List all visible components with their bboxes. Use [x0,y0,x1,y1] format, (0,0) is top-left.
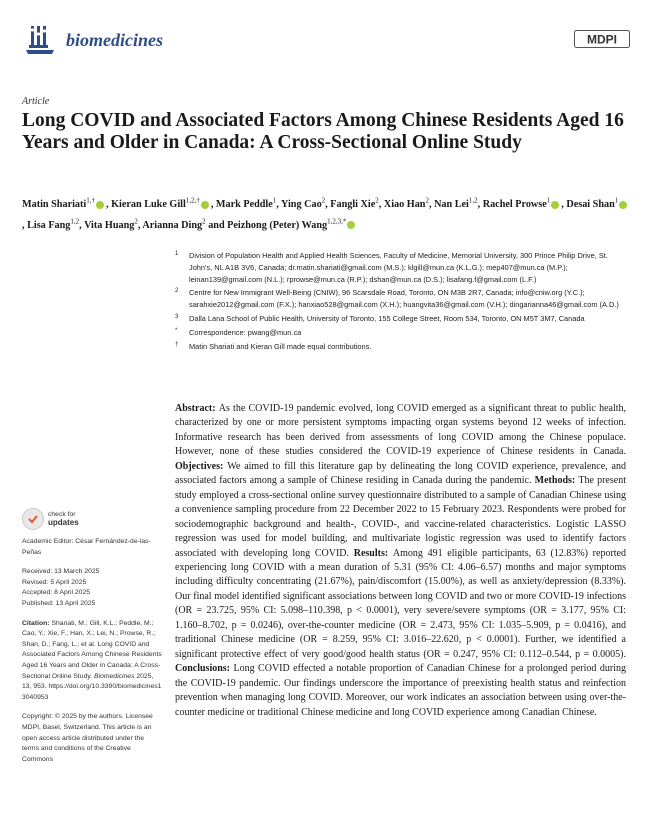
author-affiliation-marker: 1,2,† [185,197,200,205]
affiliation-text: Correspondence: pwang@mun.ca [189,327,302,337]
abstract-label: Abstract: [175,403,219,414]
citation-volume: 2025, 13, 953. [22,672,154,691]
author-separator: , [378,199,384,211]
author-affiliation-marker: 1 [614,197,619,205]
author-separator: , [428,199,435,211]
author-name: Lisa Fang [27,219,71,231]
author [483,199,567,210]
author-separator: , [106,199,112,211]
orcid-icon[interactable] [619,201,627,209]
mdpi-logo [574,30,630,48]
author-affiliation-marker: 2 [202,217,206,226]
copyright-text: Copyright: © 2025 by the authors. Licensee MDPI, Basel, Switzerland. This article is an open access article distributed under the terms and conditions of the Creative Commons [22,713,153,763]
affiliation-marker: 2 [175,288,179,295]
affiliation-marker: 1 [175,251,179,257]
author-separator: , [22,219,28,231]
author [142,217,228,231]
abstract-objectives: We aimed to fill this literature gap by delineating the long COVID experience, prevalence, and associated factors among a sample of Chinese residing in Canada during the pandemic. [175,460,626,487]
affiliation-item [175,287,625,311]
orcid-icon[interactable] [96,201,104,209]
author [27,217,85,231]
author [227,217,357,231]
author-name: Fangli Xie [330,199,376,211]
author [216,199,281,210]
check-updates-line1: check for [48,511,76,518]
author-affiliation-marker: 1,2,3,* [327,217,347,226]
citation-journal: Biomedicines [94,672,135,680]
check-updates-line2: updates [48,518,79,527]
author-affiliation-marker: 2 [134,217,138,226]
abstract-methods: The present study employed a cross-sectional online survey questionnaire distributed to a sample of Canadian Chinese using a convenience sampling procedure from 22 December 2022 to 15 February 2023. Respondents were probed for sociodemographic background and health-, COVID-, and vaccine-related characteristics. Logistic LASSO regression was used for model building, and multivariate logistic regression was used to identify factors associated with developing long COVID. [175,475,626,559]
date-received: Received: 13 March 2025 [22,568,100,576]
orcid-icon[interactable] [347,221,355,229]
author [330,199,384,210]
author-affiliation-marker: 1,† [86,197,95,205]
abstract [175,402,626,720]
author [281,199,330,210]
article-title: Long COVID and Associated Factors Among Chinese Residents Aged 16 Years and Older in Canada: A Cross-Sectional Online Study [22,110,624,153]
methods-label: Methods: [534,475,579,487]
mdpi-wordmark: MDPI [587,32,617,47]
affiliation-text: Division of Population Health and Applied Health Sciences, Faculty of Medicine, Memorial University, 300 Prince Philip Drive, St. John's, NL A1B 3V6, Canada; dr.matin.shariati@gmail.com (M.S.); klgill@mun.ca (K.L.G.); mep407@mun.ca (M.P.); leinan139@gmail.com (N.L.); rprowse@mun.ca (R.P.); dshan@mun.ca (D.S.); lisafang.f@gmail.com (L.F.) [189,251,608,284]
author-separator: , [477,199,483,211]
author [434,199,483,210]
author-name: Desai Shan [566,199,615,211]
author-affiliation-marker: 2 [425,197,429,205]
author-name: Xiao Han [383,199,426,211]
author-affiliation-marker: 1 [546,197,551,205]
affiliation-item [175,341,625,353]
author-affiliation-marker: 2 [375,197,379,205]
check-for-updates-button[interactable] [22,508,92,530]
conclusions-label: Conclusions: [175,663,234,675]
affiliation-item [175,250,625,285]
check-updates-icon [22,508,44,530]
author [111,199,216,210]
author-name: Nan Lei [434,199,469,211]
abstract-conclusions: Long COVID effected a notable proportion of Canadian Chinese for a prolonged period during the COVID-19 pandemic. Our findings underscore the importance of preexisting health status and reinfection prevention when managing long COVID. Moreover, our work indicates an association between using over-the-counter medicine or traditional Chinese medicine and long COVID experience among Canadian Chinese. [175,663,626,718]
abstract-intro: As the COVID-19 pandemic evolved, long COVID emerged as a significant threat to public health, characterized by one or more persistent symptoms impacting organ systems beyond 12 weeks of infection. Informative research has been derived from assessments of long COVID among the Chinese populace. However, none of these studies considered the COVID-19 experience of Chinese residents in Canada. [175,403,626,458]
author-separator: , [79,219,85,231]
author-name: Matin Shariati [22,199,87,211]
author-name: Ying Cao [281,199,322,211]
affiliation-marker: † [175,341,179,348]
author-affiliation-marker: 1,2 [70,217,80,226]
affiliation-item [175,313,625,325]
author-name: Peizhong (Peter) Wang [227,219,328,231]
author-separator: and [205,219,228,231]
date-revised: Revised: 5 April 2025 [22,578,87,586]
citation-label: Citation: [22,619,50,627]
affiliation-marker: * [175,327,178,334]
author [384,199,434,210]
affiliation-text: Dalla Lana School of Public Health, University of Toronto, 155 College Street, Room 534, Toronto, ON M5T 3M7, Canada [189,313,585,323]
citation [22,619,162,704]
affiliation-text: Centre for New Immigrant Well-Being (CNIW), 96 Scarsdale Road, Toronto, ON M3B 2R7, Canada; info@cniw.org (Y.C.); sarahxie2012@gmail.com (F.X.); hanxiao528@gmail.com (X.H.); huangvita36@gmail.com (V.H.); dingarianna46@gmail.com (A.D.) [189,288,619,310]
article-sidebar [22,537,162,765]
date-published: Published: 13 April 2025 [22,599,96,607]
orcid-icon[interactable] [201,201,209,209]
author-affiliation-marker: 1,2 [468,197,478,205]
author-separator: , [325,199,331,211]
doi-link[interactable]: https://doi.org/10.3390/biomedicines13040953 [22,683,162,701]
article-type: Article [22,96,50,107]
author [22,199,111,210]
author-name: Vita Huang [84,219,135,231]
academic-editor: Academic Editor: César Fernández-de-las-Peñas [22,538,151,556]
author [84,217,143,231]
citation-text: Shariati, M.; Gill, K.L.; Peddle, M.; Cao, Y.; Xie, F.; Han, X.; Lei, N.; Prowse, R.; Shan, D.; Fang, L.; et al. Long COVID and Associated Factors Among Chinese Residents Aged 16 Years and Older in Canada: A Cross-Sectional Online Study. [22,619,162,680]
author-name: Arianna Ding [142,219,203,231]
affiliation-text: Matin Shariati and Kieran Gill made equal contributions. [189,341,372,351]
affiliation-list [175,250,625,354]
journal-logo-icon [22,24,58,56]
copyright-notice [22,712,162,765]
affiliation-item [175,327,625,339]
author-separator: , [137,219,143,231]
journal-name: biomedicines [66,30,163,50]
author-list [22,193,632,234]
author-name: Kieran Luke Gill [111,199,186,211]
author-separator: , [561,199,567,211]
orcid-icon[interactable] [551,201,559,209]
author-name: Rachel Prowse [482,199,547,211]
author-name: Mark Peddle [215,199,273,211]
author-affiliation-marker: 2 [321,197,326,205]
results-label: Results: [353,547,393,559]
date-accepted: Accepted: 8 April 2025 [22,589,91,597]
author-separator: , [276,199,281,211]
objectives-label: Objectives: [175,460,228,472]
author-separator: , [210,199,216,211]
author-affiliation-marker: 1 [272,197,277,205]
affiliation-marker: 3 [175,313,179,320]
abstract-results: Among 491 eligible participants, 63 (12.83%) reported experiencing long COVID with a mean duration of 5.31 (95% CI: 4.06–6.57) months and major symptoms including difficulty concentrating (21.67%), pain/discomfort (15.00%), as well as anxiety/depression (8.33%). Our final model identified significant associations between long COVID and two or more COVID-19 infections (OR = 23.725, 95% CI: 5.098–110.398, p < 0.0001), very severe/severe symptoms (OR = 3.177, 95% CI: 1.160–8.702, p = 0.0246), over-the-counter medicine (OR = 2.473, 95% CI: 1.035–5.909, p = 0.0416), and traditional Chinese medicine (OR = 8.259, 95% CI: 3.016–22.620, p < 0.0001). Further, we identified a significant protective effect of very good/good health status (OR = 0.247, 95% CI: 0.112–0.544, p = 0.0005). [175,547,626,660]
